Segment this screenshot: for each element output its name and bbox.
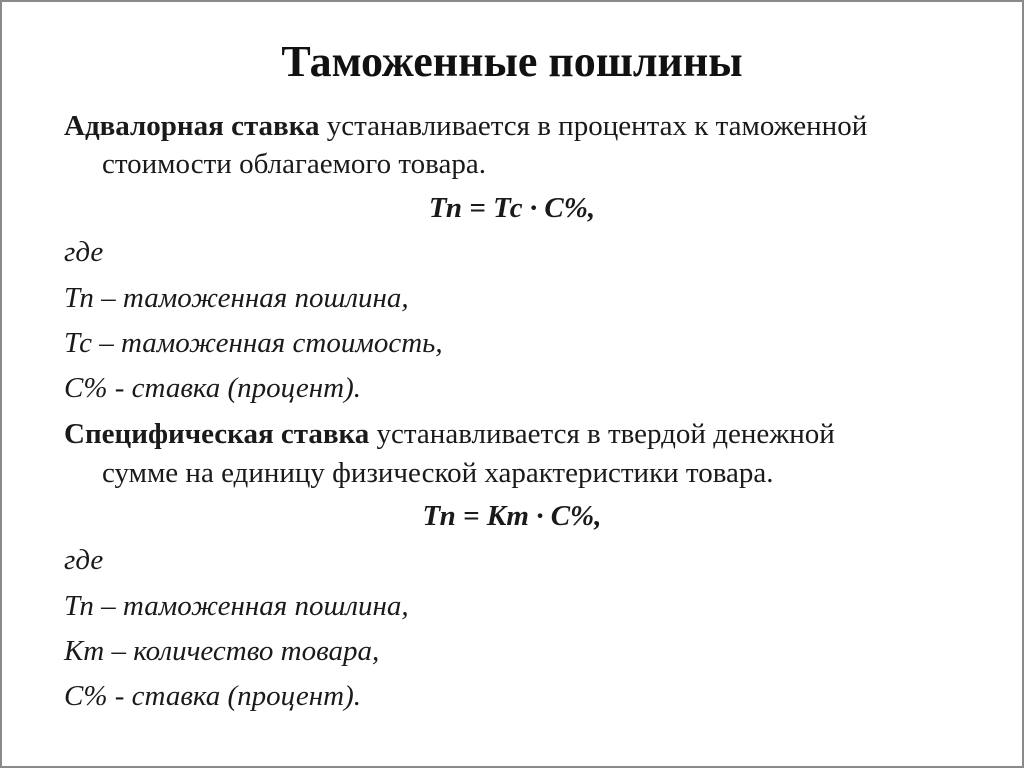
specific-definition-line2: сумме на единицу физической характеристики товара. xyxy=(102,457,774,489)
advalorem-definition-text: устанавливается в процентах к таможенной xyxy=(319,110,868,142)
specific-formula: Тп = Кт · С%, xyxy=(422,500,602,532)
specific-legend-item: С% - ставка (процент). xyxy=(64,680,361,712)
advalorem-definition-line2: стоимости облагаемого товара. xyxy=(102,148,486,180)
advalorem-legend-item: Тс – таможенная стоимость, xyxy=(64,327,443,359)
specific-definition-text: устанавливается в твердой денежной xyxy=(369,418,835,450)
advalorem-where: где xyxy=(64,236,104,268)
specific-where: где xyxy=(64,544,104,576)
specific-legend-item: Кт – количество товара, xyxy=(64,635,380,667)
advalorem-definition-line1 xyxy=(64,108,867,144)
specific-definition-line1 xyxy=(64,416,835,452)
advalorem-legend-item: С% - ставка (процент). xyxy=(64,372,361,404)
advalorem-formula: Тп = Тс · С%, xyxy=(428,192,596,224)
specific-term: Специфическая ставка xyxy=(64,418,370,450)
advalorem-term: Адвалорная ставка xyxy=(64,110,320,142)
specific-legend-item: Тп – таможенная пошлина, xyxy=(64,590,409,622)
advalorem-legend-item: Тп – таможенная пошлина, xyxy=(64,282,409,314)
slide-title: Таможенные пошлины xyxy=(281,37,743,86)
